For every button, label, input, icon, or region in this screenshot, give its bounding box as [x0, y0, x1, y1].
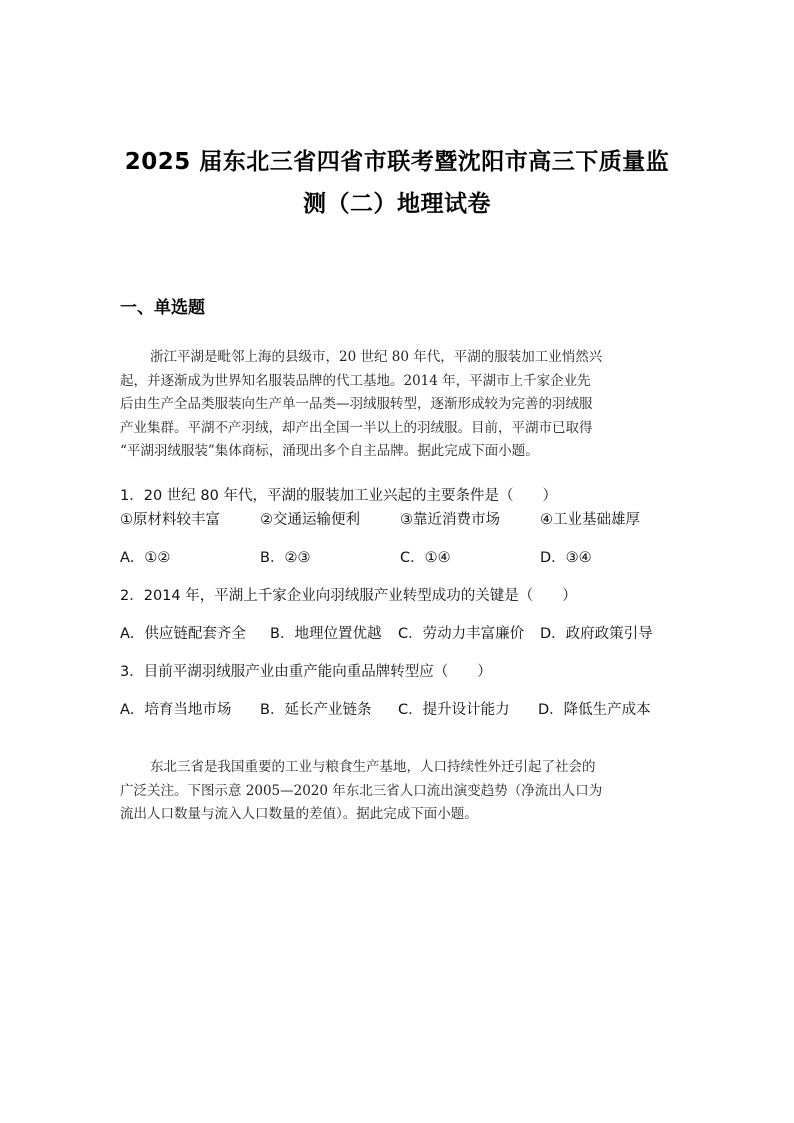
- answer-option-d: D．③④: [540, 550, 592, 566]
- answer-option-c: C．提升设计能力: [398, 702, 510, 718]
- condition-item: ②交通运输便利: [260, 512, 360, 528]
- document-title-line-1: 2025 届东北三省四省市联考暨沈阳市高三下质量监: [124, 149, 670, 175]
- passage-1-line: 产业集群。平湖不产羽绒，却产出全国一半以上的羽绒服。目前，平湖市已取得: [120, 419, 593, 436]
- answer-option-b: B．②③: [260, 550, 311, 566]
- question-3-stem: 3．目前平湖羽绒服产业由重产能向重品牌转型应（ ）: [120, 664, 492, 680]
- question-2-stem: 2．2014 年，平湖上千家企业向羽绒服产业转型成功的关键是（ ）: [120, 588, 577, 604]
- passage-2-line: 流出人口数量与流入人口数量的差值）。据此完成下面小题。: [120, 806, 478, 822]
- passage-1: [120, 346, 680, 464]
- answer-option-a: A．供应链配套齐全: [120, 626, 246, 642]
- question-1-stem: 1．20 世纪 80 年代，平湖的服装加工业兴起的主要条件是（ ）: [120, 488, 557, 504]
- passage-1-line: 浙江平湖是毗邻上海的县级市，20 世纪 80 年代，平湖的服装加工业悄然兴: [150, 349, 603, 365]
- passage-1-line: 后由生产全品类服装向生产单一品类—羽绒服转型，逐渐形成较为完善的羽绒服: [120, 396, 593, 412]
- answer-option-a: A．培育当地市场: [120, 702, 232, 718]
- section-heading: 一、单选题: [120, 298, 205, 318]
- answer-option-d: D．降低生产成本: [538, 702, 651, 718]
- document-title-line-2: 测（二）地理试卷: [303, 191, 491, 217]
- answer-option-c: C．①④: [400, 550, 451, 566]
- answer-option-b: B．延长产业链条: [260, 702, 372, 718]
- condition-item: ③靠近消费市场: [400, 512, 500, 528]
- passage-2-line: 广泛关注。下图示意 2005—2020 年东北三省人口流出演变趋势（净流出人口为: [120, 782, 603, 799]
- condition-item: ④工业基础雄厚: [540, 512, 640, 528]
- passage-1-line: “平湖羽绒服装”集体商标，涌现出多个自主品牌。据此完成下面小题。: [120, 443, 539, 459]
- passage-1-line: 起，并逐渐成为世界知名服装品牌的代工基地。2014 年，平湖市上千家企业先: [120, 372, 591, 389]
- passage-2: [120, 756, 680, 827]
- condition-item: ①原材料较丰富: [120, 512, 220, 528]
- answer-option-b: B．地理位置优越: [270, 626, 382, 642]
- answer-option-d: D．政府政策引导: [540, 626, 653, 642]
- passage-2-line: 东北三省是我国重要的工业与粮食生产基地，人口持续性外迁引起了社会的: [150, 759, 596, 775]
- answer-option-c: C．劳动力丰富廉价: [398, 626, 525, 642]
- answer-option-a: A．①②: [120, 550, 171, 566]
